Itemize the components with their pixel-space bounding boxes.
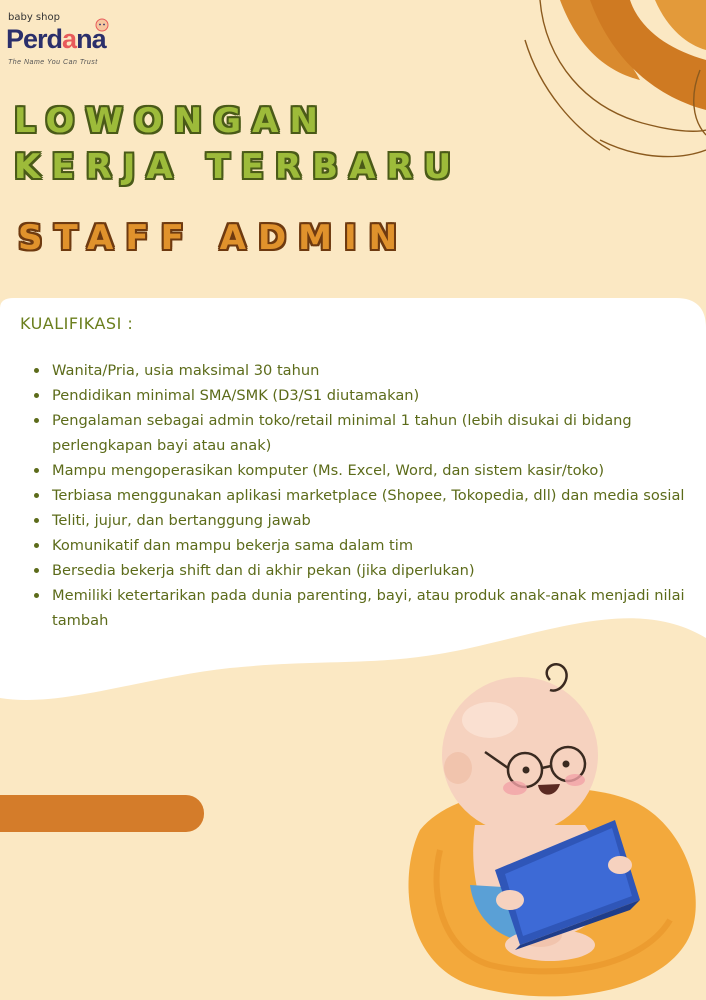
decorative-pill	[0, 795, 204, 832]
list-item: Teliti, jujur, dan bertanggung jawab	[28, 508, 698, 533]
list-item: Terbiasa menggunakan aplikasi marketplace (Shopee, Tokopedia, dll) dan media sosial	[28, 483, 698, 508]
qualifications-list	[28, 358, 698, 633]
baby-laptop-illustration	[380, 660, 706, 1000]
headline-line-2: KERJA TERBARU	[14, 147, 463, 187]
list-item: Pengalaman sebagai admin toko/retail minimal 1 tahun (lebih disukai di bidang perlengkapan bayi atau anak)	[28, 408, 698, 458]
list-item: Komunikatif dan mampu bekerja sama dalam tim	[28, 533, 698, 558]
logo-tagline: The Name You Can Trust	[8, 59, 98, 66]
list-item: Wanita/Pria, usia maksimal 30 tahun	[28, 358, 698, 383]
list-item: Pendidikan minimal SMA/SMK (D3/S1 diutamakan)	[28, 383, 698, 408]
list-item: Bersedia bekerja shift dan di akhir pekan (jika diperlukan)	[28, 558, 698, 583]
headline-line-1: LOWONGAN	[14, 101, 329, 141]
logo-brand: Perdana	[6, 24, 106, 54]
qualifications-title: KUALIFIKASI :	[20, 314, 134, 333]
logo-small-text: baby shop	[8, 12, 60, 23]
shop-logo	[6, 10, 136, 68]
headline	[14, 98, 462, 190]
position-title: STAFF ADMIN	[18, 218, 410, 258]
list-item: Mampu mengoperasikan komputer (Ms. Excel, Word, dan sistem kasir/toko)	[28, 458, 698, 483]
list-item: Memiliki ketertarikan pada dunia parenting, bayi, atau produk anak-anak menjadi nilai tambah	[28, 583, 698, 633]
